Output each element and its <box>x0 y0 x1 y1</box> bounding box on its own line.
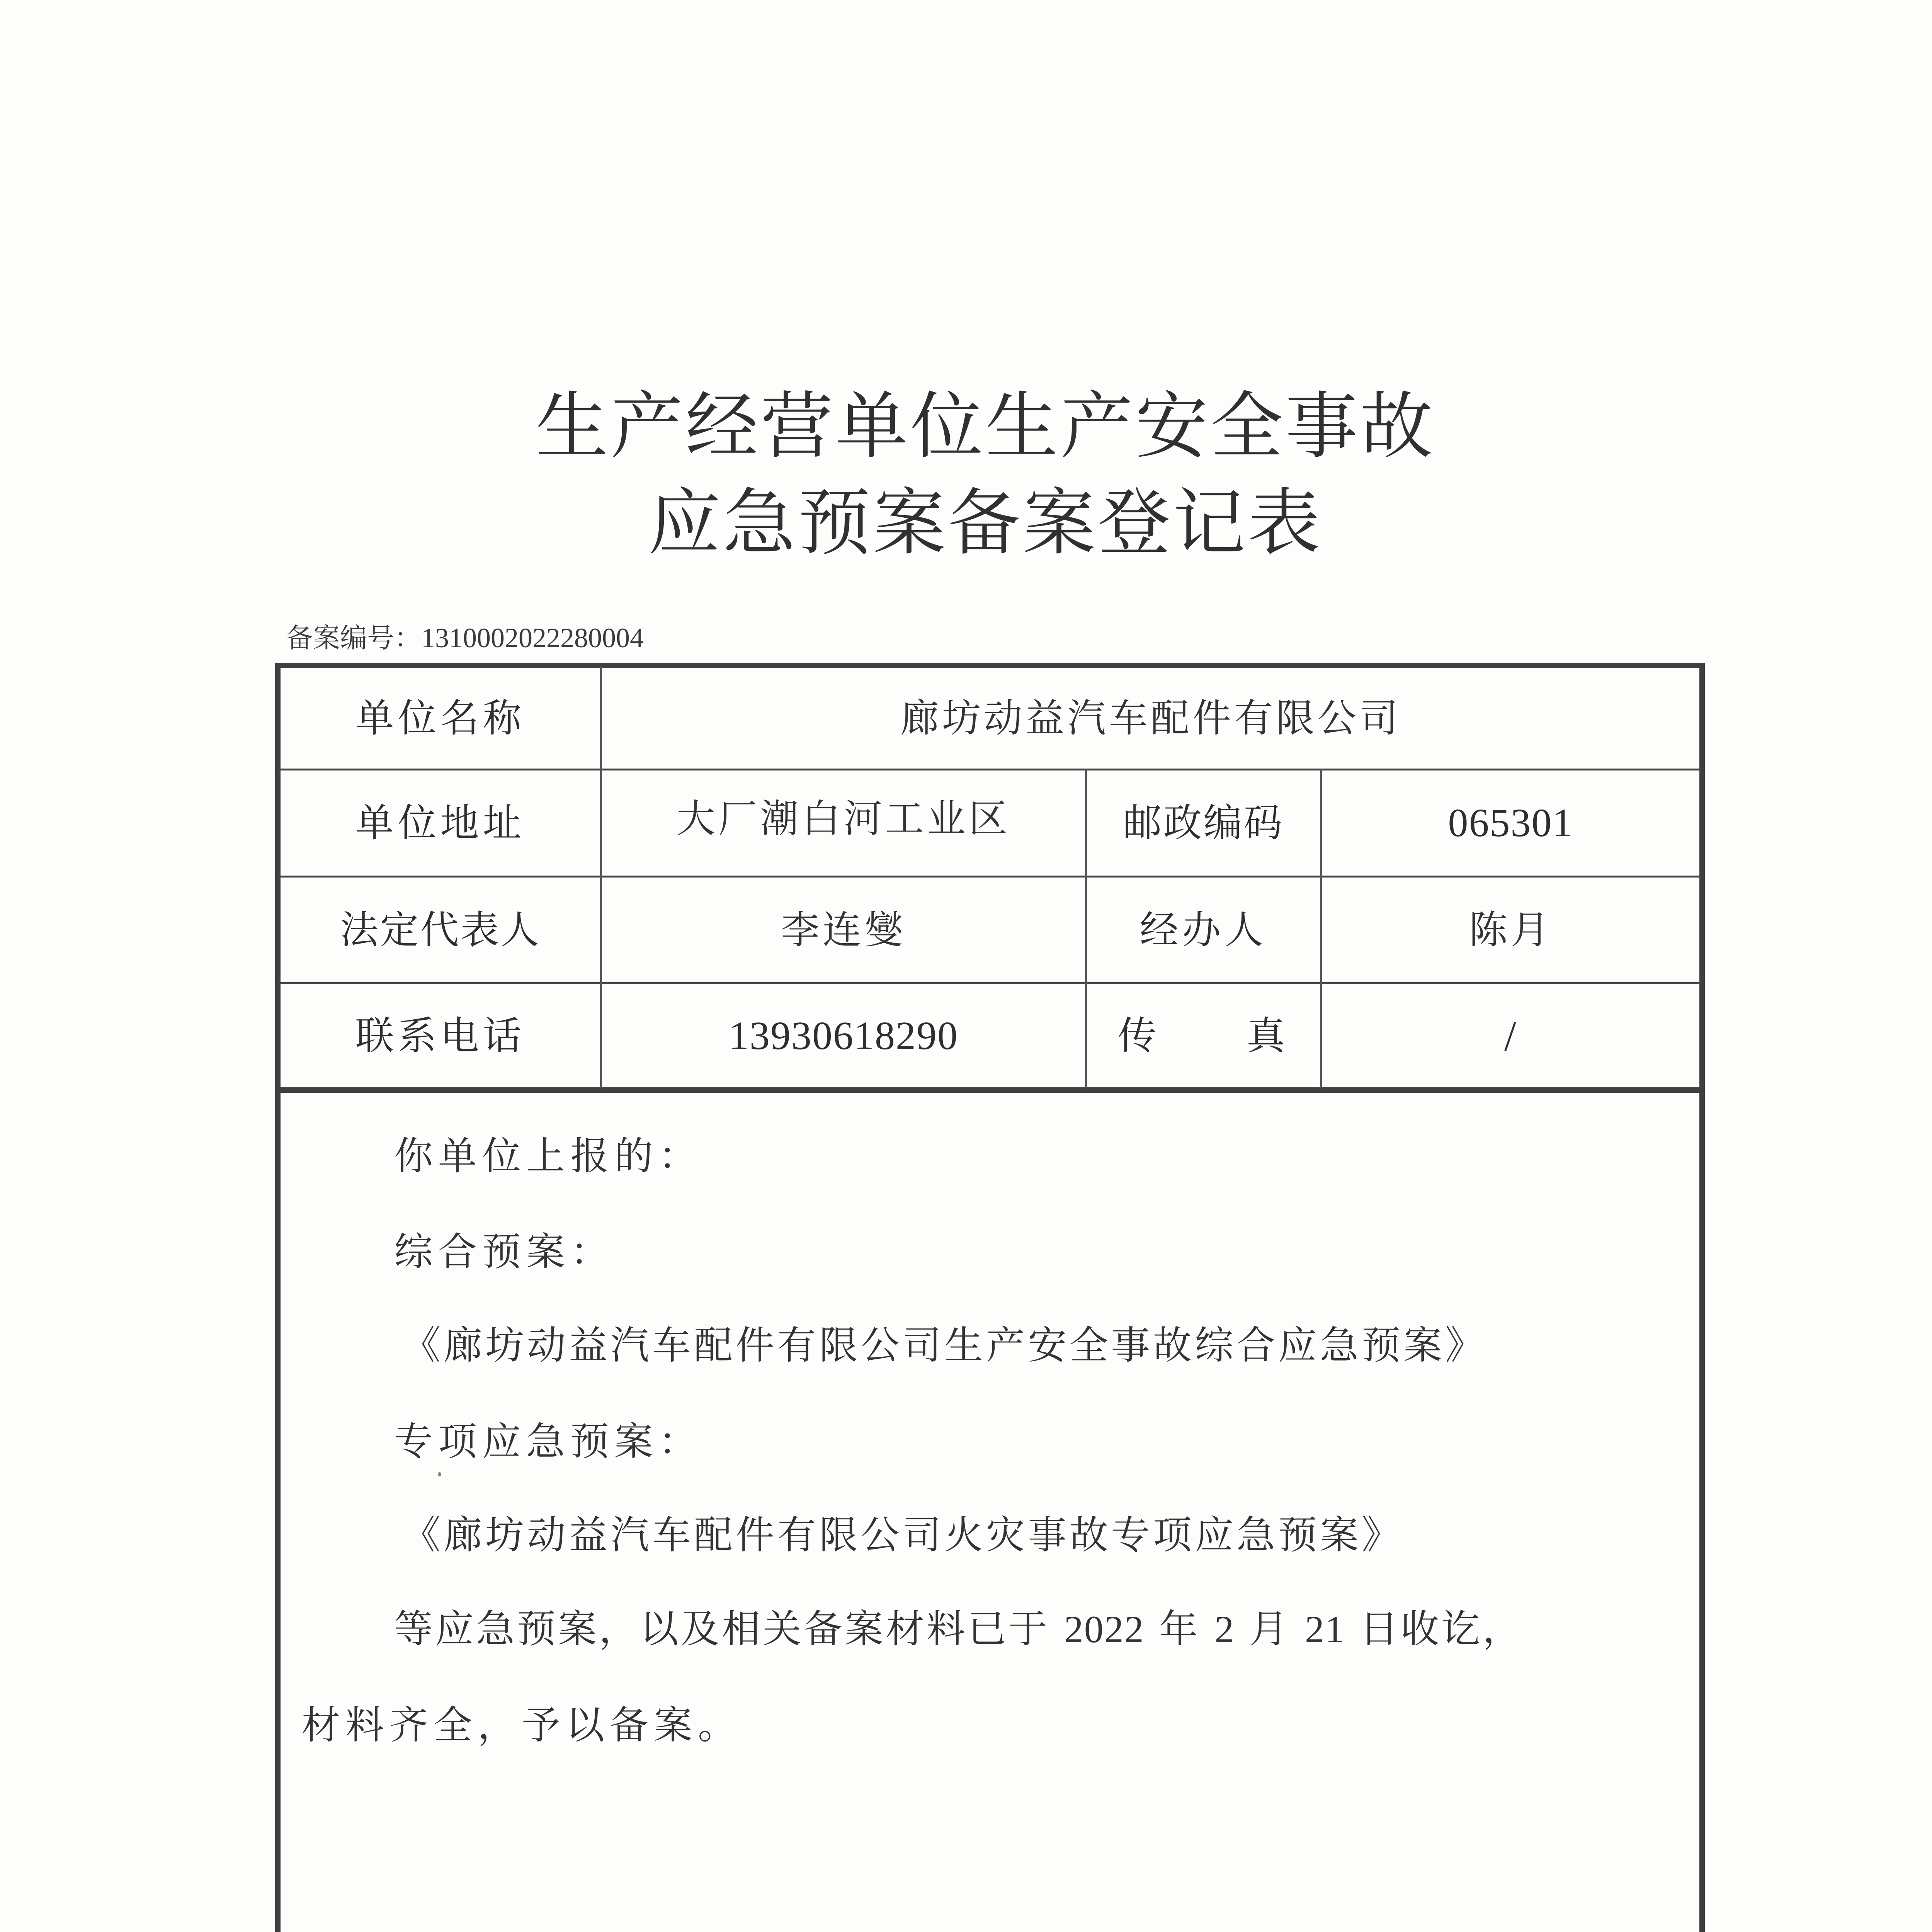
unit-name-value: 廊坊动益汽车配件有限公司 <box>900 696 1401 741</box>
phone-value: 13930618290 <box>729 1013 958 1058</box>
document-title-line-2: 应急预案备案登记表 <box>648 481 1323 565</box>
fax-label-part-2: 真 <box>1247 1013 1289 1058</box>
document-title-line-1: 生产经营单位生产安全事故 <box>536 384 1435 469</box>
receipt-text-a: 等应急预案，以及相关备案材料已于 <box>394 1606 1064 1651</box>
unit-name-label: 单位名称 <box>355 696 526 741</box>
phone-label: 联系电话 <box>355 1013 526 1058</box>
receipt-text-c: 月 <box>1235 1606 1305 1651</box>
unit-address-label: 单位地址 <box>355 800 526 845</box>
legal-representative-label: 法定代表人 <box>340 907 541 952</box>
fax-label-part-1: 传 <box>1118 1013 1160 1058</box>
scan-speck <box>438 1472 441 1476</box>
body-line-comprehensive-heading: 综合预案： <box>394 1229 614 1274</box>
unit-address-value: 大厂潮白河工业区 <box>677 796 1010 841</box>
filing-number-label: 备案编号： <box>286 622 421 654</box>
receipt-day: 21 <box>1304 1608 1345 1651</box>
body-line-intro: 你单位上报的： <box>394 1133 702 1179</box>
filing-number-value: 1310002022280004 <box>421 622 644 653</box>
body-line-conclusion: 材料齐全，予以备案。 <box>301 1702 742 1748</box>
body-line-special-plan: 《廊坊动益汽车配件有限公司火灾事故专项应急预案》 <box>402 1512 1403 1558</box>
body-line-comprehensive-plan: 《廊坊动益汽车配件有限公司生产安全事故综合应急预案》 <box>402 1323 1487 1368</box>
fax-label <box>1087 984 1320 1087</box>
body-line-special-heading: 专项应急预案： <box>394 1419 702 1464</box>
handler-value: 陈月 <box>1469 907 1553 952</box>
fax-value: / <box>1504 1012 1517 1060</box>
receipt-year: 2022 <box>1064 1608 1145 1651</box>
handler-label: 经办人 <box>1139 907 1267 952</box>
table-section-divider <box>275 1087 1705 1093</box>
filing-number-row <box>286 624 644 652</box>
receipt-month: 2 <box>1214 1608 1235 1651</box>
receipt-text-d: 日收讫， <box>1345 1606 1524 1651</box>
postal-code-value: 065301 <box>1448 801 1573 845</box>
postal-code-label: 邮政编码 <box>1123 800 1284 845</box>
legal-representative-value: 李连燮 <box>781 907 906 952</box>
body-line-receipt <box>394 1606 1524 1651</box>
receipt-text-b: 年 <box>1144 1606 1215 1651</box>
